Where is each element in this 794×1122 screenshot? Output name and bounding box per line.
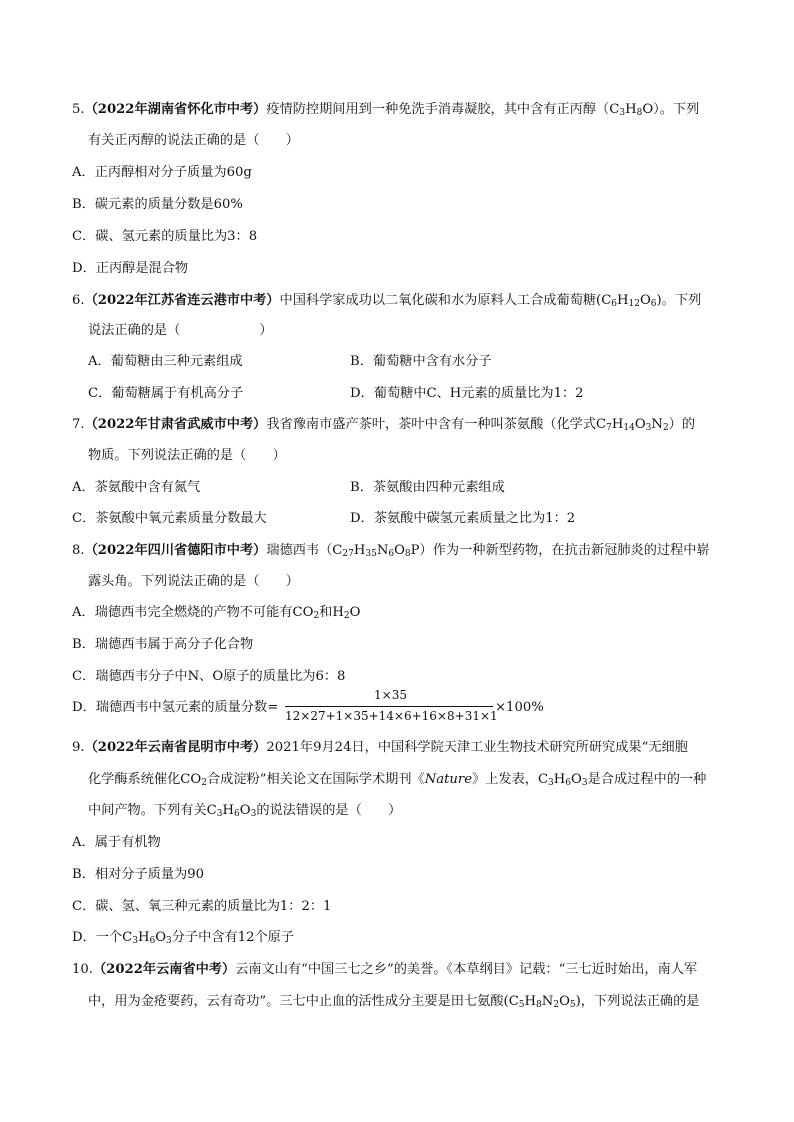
question-5-source: （2022年湖南省怀化市中考）	[84, 102, 267, 117]
question-8-option-a: A．瑞德西韦完全燃烧的产物不可能有$CO_2$和$H_2O$	[72, 605, 361, 621]
question-7-option-a: A．茶氨酸中含有氮气	[72, 480, 201, 495]
question-8-option-d-suffix: ×100%	[495, 700, 544, 715]
question-8-stem-line-2: 露头角。下列说法正确的是（ ）	[88, 574, 299, 589]
question-9-option-c: C．碳、氢、氧三种元素的质量比为1：2：1	[72, 899, 332, 914]
question-7-option-d: D．茶氨酸中碳氢元素质量之比为1：2	[350, 511, 576, 526]
question-7-source: （2022年甘肃省武威市中考）	[84, 417, 267, 432]
question-9-option-d: D．一个$C_3H_6O_3$分子中含有12个原子	[72, 930, 295, 946]
question-7-stem-line-2: 物质。下列说法正确的是（ ）	[88, 448, 286, 463]
question-10-stem-line-1: 10.（2022年云南省中考）云南文山有“中国三七之乡”的美誉。《本草纲目》记载：“三七近时始出，南人军	[72, 962, 698, 977]
question-9-option-b: B．相对分子质量为90	[72, 867, 204, 882]
question-8-option-d-fraction	[285, 688, 498, 728]
question-5-stem-line-1: 5.（2022年湖南省怀化市中考）疫情防控期间用到一种免洗手消毒凝胶，其中含有正丙醇$(C_3H_8O)$。下列	[72, 102, 700, 118]
question-6-option-b: B．葡萄糖中含有水分子	[350, 354, 492, 369]
question-8-source: （2022年四川省德阳市中考）	[84, 543, 267, 558]
question-6-option-c: C．葡萄糖属于有机高分子	[88, 386, 244, 401]
fraction-denominator: 12×27+1×35+14×6+16×8+31×1	[285, 709, 498, 723]
fraction-bar	[285, 706, 493, 707]
question-9-stem-line-2: 化学酶系统催化$CO_2$合成淀粉”相关论文在国际学术期刊《Nature》上发表，$C_3H_6O_3$是合成过程中的一种	[88, 772, 707, 788]
question-9-source: （2022年云南省昆明市中考）	[84, 740, 267, 755]
question-5-stem-line-2: 有关正丙醇的说法正确的是（ ）	[88, 133, 299, 148]
question-6-stem-line-1: 6.（2022年江苏省连云港市中考）中国科学家成功以二氧化碳和水为原料人工合成葡萄糖$(C_6H_{12}O_6)$。下列	[72, 293, 702, 309]
question-7-stem-line-1: 7.（2022年甘肃省武威市中考）我省豫南市盛产茶叶，茶叶中含有一种叫茶氨酸（化学式$C_7H_{14}O_3N_2$）的	[72, 417, 696, 433]
question-9-stem-line-3: 中间产物。下列有关$C_3H_6O_3$的说法错误的是（ ）	[88, 803, 402, 819]
question-6-option-a: A．葡萄糖由三种元素组成	[88, 354, 243, 369]
question-8-option-d-prefix: D．瑞德西韦中氢元素的质量分数=	[72, 700, 279, 715]
question-8-stem-line-1: 8.（2022年四川省德阳市中考）瑞德西韦$(C_{27}H_{35}N_6O_8P)$作为一种新型药物，在抗击新冠肺炎的过程中崭	[72, 543, 710, 559]
question-8-option-b: B．瑞德西韦属于高分子化合物	[72, 637, 254, 652]
question-6-source: （2022年江苏省连云港市中考）	[84, 293, 280, 308]
journal-name: Nature	[424, 772, 473, 787]
question-5-option-d: D．正丙醇是混合物	[72, 261, 189, 276]
question-7-option-c: C．茶氨酸中氧元素质量分数最大	[72, 511, 267, 526]
question-7-option-b: B．茶氨酸由四种元素组成	[350, 480, 505, 495]
question-5-option-b: B．碳元素的质量分数是60%	[72, 197, 243, 212]
question-9-stem-line-1: 9.（2022年云南省昆明市中考）2021年9月24日，中国科学院天津工业生物技术研究所研究成果“无细胞	[72, 740, 688, 755]
fraction-numerator: 1×35	[374, 688, 407, 702]
question-10-source: （2022年云南省中考）	[92, 962, 236, 977]
question-8-option-c: C．瑞德西韦分子中N、O原子的质量比为6：8	[72, 669, 346, 684]
question-5-option-a: A．正丙醇相对分子质量为60g	[72, 165, 252, 180]
question-10-stem-line-2: 中，用为金疮要药，云有奇功”。三七中止血的活性成分主要是田七氨酸$(C_5H_8N_2O_5)$，下列说法正确的是	[88, 994, 700, 1010]
question-5-option-c: C．碳、氢元素的质量比为3：8	[72, 229, 258, 244]
question-9-option-a: A．属于有机物	[72, 835, 161, 850]
question-6-stem-line-2: 说法正确的是（ ）	[88, 323, 273, 338]
question-6-option-d: D．葡萄糖中C、H元素的质量比为1：2	[350, 386, 584, 401]
